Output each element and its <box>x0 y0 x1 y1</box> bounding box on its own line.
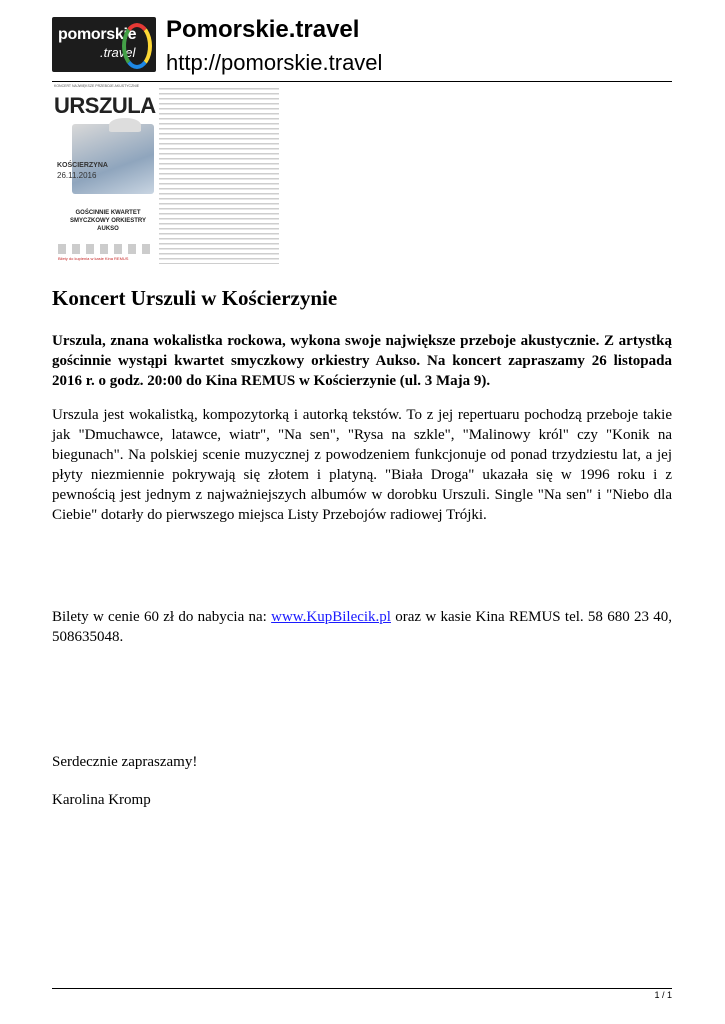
logo-text-suffix: .travel <box>100 45 136 60</box>
concert-poster-image <box>52 84 282 266</box>
article-lead: Urszula, znana wokalistka rockowa, wykona swoje największe przeboje akustycznie. Z artystką gościnnie wystąpi kwartet smyczkowy orkiestry Aukso. Na koncert zapraszamy 26 listopada 2016 r. o godz. 20:00 do Kina REMUS w Kościerzynie (ul. 3 Maja 9). <box>52 333 672 389</box>
ticket-info <box>52 607 672 647</box>
ticket-link[interactable]: www.KupBilecik.pl <box>271 609 391 625</box>
ticket-text-after: oraz w kasie Kina REMUS tel. 58 680 23 40, 508635048. <box>52 609 673 645</box>
logo-text-main: pomorskie <box>58 26 137 43</box>
author-name: Karolina Kromp <box>52 792 151 808</box>
poster-left-column <box>54 84 154 266</box>
poster-text-block <box>159 88 279 264</box>
footer-divider <box>52 988 672 989</box>
site-name: Pomorskie.travel <box>166 16 360 43</box>
poster-city: KOŚCIERZYNA <box>57 162 108 169</box>
poster-hat <box>109 118 141 132</box>
page-number: 1 / 1 <box>654 990 672 1000</box>
header-divider <box>52 81 672 82</box>
logo-ring-icon <box>122 23 152 69</box>
poster-guest: GOŚCINNIE KWARTET SMYCZKOWY ORKIESTRY AUKSO <box>69 210 146 232</box>
poster-date: 26.11.2016 <box>57 171 97 180</box>
poster-photo <box>72 124 154 194</box>
site-url: http://pomorskie.travel <box>166 50 383 75</box>
article-body: Urszula jest wokalistką, kompozytorką i autorką tekstów. To z jej repertuaru pochodzą przeboje takie jak "Dmuchawce, latawce, wiatr", "Na sen", "Rysa na szkle", "Malinowy król" czy "Konik na biegunach". Na polskiej scenie muzycznej z powodzeniem funkcjonuje od ponad trzydziestu lat, a jej płyty niezmiennie pokrywają się złotem i platyną. "Biała Droga" ukazała się w 1996 roku i z pewnością jest jednym z najważniejszych albumów w dorobku Urszuli. Single "Na sen" i "Niebo dla Ciebie" dotarły do pierwszego miejsca Listy Przebojów radiowej Trójki. <box>52 407 672 523</box>
poster-band-name: URSZULA <box>54 93 156 118</box>
ticket-text-before: Bilety w cenie 60 zł do nabycia na: <box>52 609 272 625</box>
closing-text: Serdecznie zapraszamy! <box>52 754 198 770</box>
article-title: Koncert Urszuli w Kościerzynie <box>52 286 338 310</box>
poster-tagline: KONCERT NAJWIĘKSZE PRZEBOJE AKUSTYCZNIE <box>54 84 140 88</box>
poster-sponsor-logos <box>58 244 154 254</box>
site-logo[interactable] <box>52 17 156 72</box>
poster-footer: Bilety do kupienia w kasie Kina REMUS <box>58 256 129 261</box>
